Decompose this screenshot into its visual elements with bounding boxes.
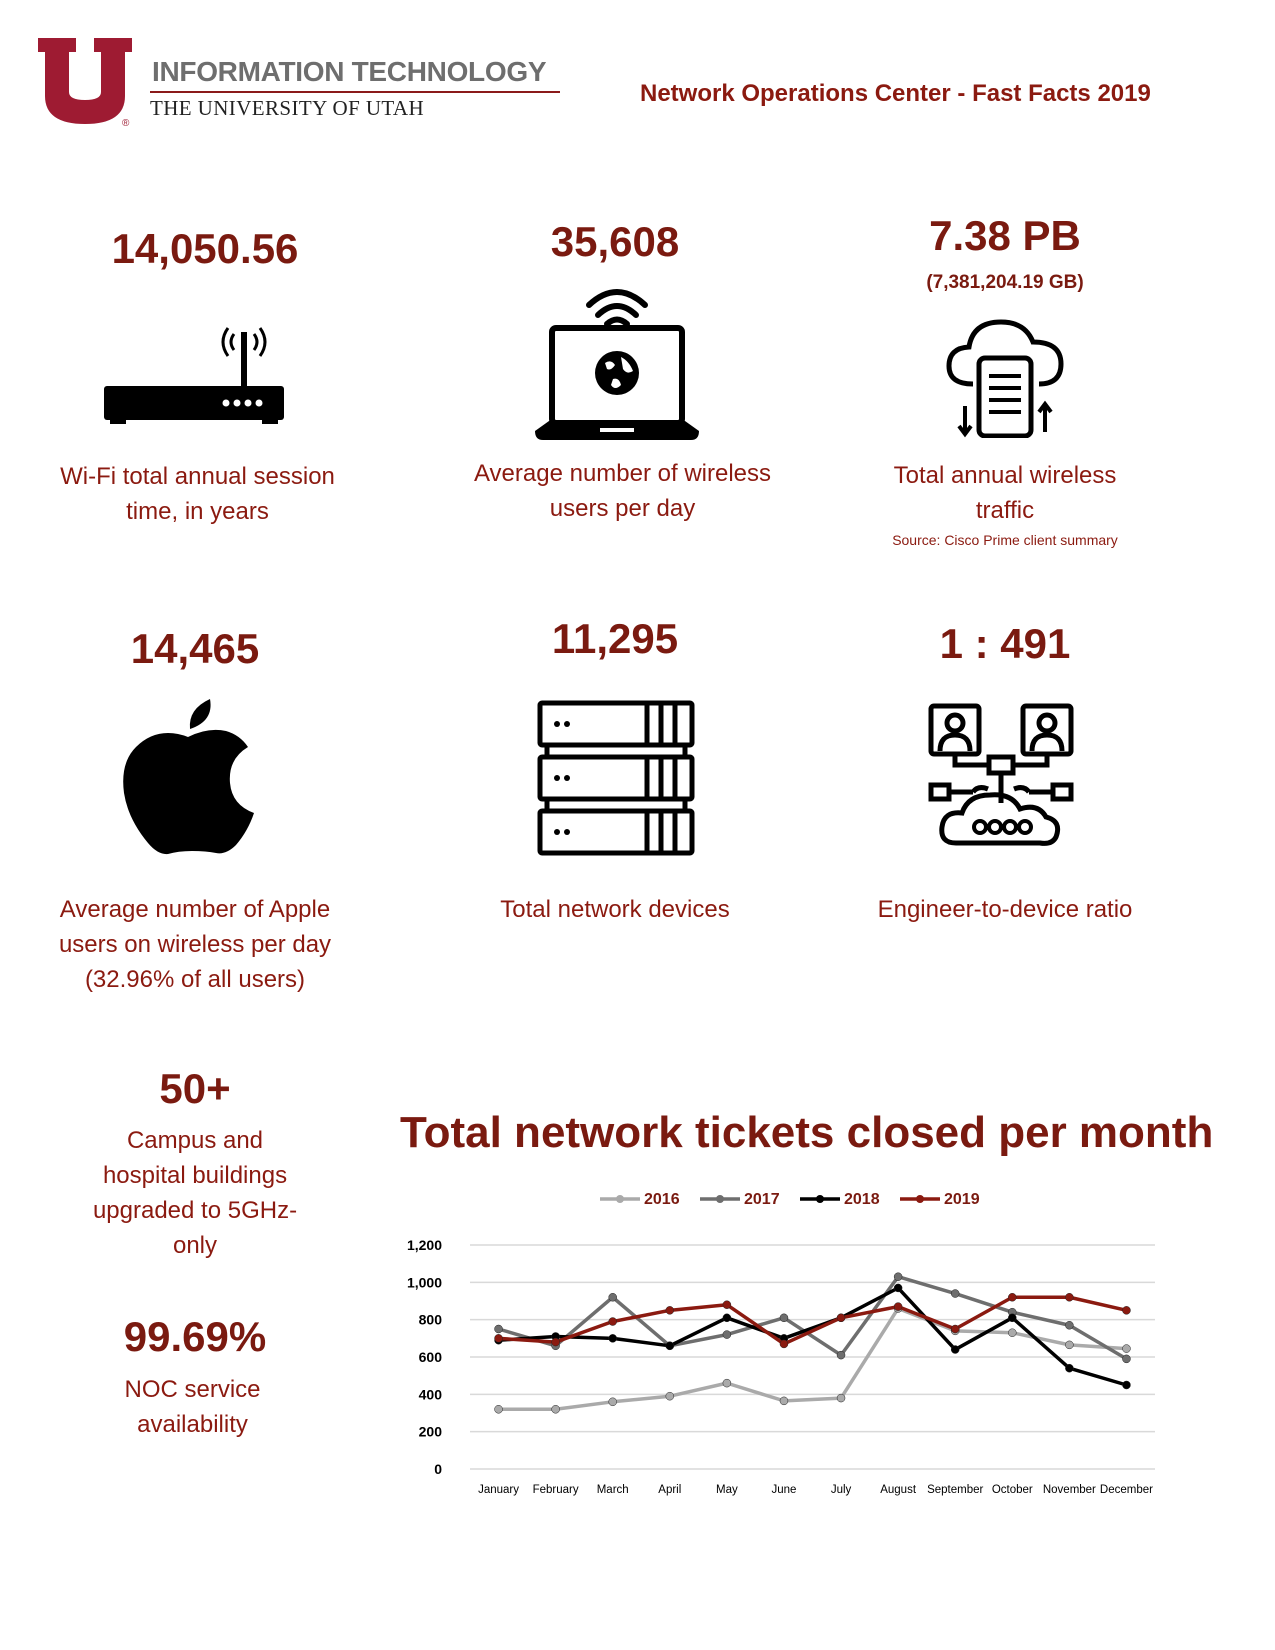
data-point-2017 xyxy=(894,1273,902,1281)
data-point-2017 xyxy=(495,1325,503,1333)
chart-title: Total network tickets closed per month xyxy=(400,1108,1214,1157)
data-point-2017 xyxy=(837,1351,845,1359)
legend-marker-2019 xyxy=(916,1195,924,1203)
registered-mark: ® xyxy=(122,118,130,129)
data-point-2019 xyxy=(1122,1306,1130,1314)
data-point-2019 xyxy=(609,1318,617,1326)
data-point-2019 xyxy=(837,1314,845,1322)
data-point-2016 xyxy=(1008,1329,1016,1337)
data-point-2018 xyxy=(951,1346,959,1354)
chart-legend xyxy=(600,1191,980,1208)
data-point-2018 xyxy=(723,1314,731,1322)
data-point-2017 xyxy=(723,1331,731,1339)
x-tick-label: June xyxy=(771,1484,797,1496)
y-tick-label: 1,000 xyxy=(406,1274,442,1291)
y-tick-label: 600 xyxy=(418,1349,442,1365)
legend-marker-2016 xyxy=(616,1195,624,1203)
wireless-traffic-gb: (7,381,204.19 GB) xyxy=(926,272,1084,293)
series-line-2017 xyxy=(499,1277,1127,1359)
wireless-traffic-value: 7.38 PB xyxy=(929,212,1081,259)
chart-x-axis xyxy=(478,1484,1153,1496)
availability-caption: NOC service availability xyxy=(124,1376,261,1438)
data-point-2019 xyxy=(1065,1293,1073,1301)
wifi-time-value: 14,050.56 xyxy=(111,225,299,272)
data-point-2017 xyxy=(1122,1355,1130,1363)
chart-gridlines xyxy=(470,1245,1155,1469)
data-point-2019 xyxy=(951,1325,959,1333)
data-point-2018 xyxy=(894,1284,902,1292)
wireless-users-value: 35,608 xyxy=(550,218,680,265)
legend-label-2019: 2019 xyxy=(944,1191,980,1208)
data-point-2017 xyxy=(609,1293,617,1301)
network-devices-value: 11,295 xyxy=(551,615,679,662)
network-devices-caption: Total network devices xyxy=(500,896,730,923)
x-tick-label: November xyxy=(1042,1484,1096,1496)
data-point-2019 xyxy=(552,1338,560,1346)
data-point-2016 xyxy=(780,1397,788,1405)
data-point-2019 xyxy=(666,1306,674,1314)
y-tick-label: 800 xyxy=(418,1311,442,1328)
data-point-2016 xyxy=(1122,1345,1130,1353)
data-point-2016 xyxy=(495,1405,503,1413)
page-title: Network Operations Center - Fast Facts 2019 xyxy=(640,80,1151,107)
buildings-caption: Campus and hospital buildings upgraded to 5GHz-only xyxy=(92,1127,298,1259)
data-point-2019 xyxy=(780,1340,788,1348)
buildings-value: 50+ xyxy=(159,1065,231,1112)
data-point-2018 xyxy=(1122,1381,1130,1389)
x-tick-label: January xyxy=(478,1484,520,1496)
y-tick-label: 400 xyxy=(418,1386,442,1403)
data-point-2016 xyxy=(666,1392,674,1400)
data-point-2016 xyxy=(1065,1341,1073,1349)
wireless-users-caption: Average number of wireless users per day xyxy=(473,460,772,522)
data-point-2019 xyxy=(723,1301,731,1309)
chart-y-axis xyxy=(407,1237,442,1477)
legend-label-2018: 2018 xyxy=(844,1191,880,1208)
availability-value: 99.69% xyxy=(123,1313,267,1360)
legend-label-2017: 2017 xyxy=(744,1191,780,1208)
engineer-ratio-caption: Engineer-to-device ratio xyxy=(877,896,1133,923)
wireless-traffic-caption: Total annual wireless traffic xyxy=(893,462,1117,524)
y-tick-label: 0 xyxy=(434,1461,442,1477)
data-point-2018 xyxy=(666,1342,674,1350)
data-point-2017 xyxy=(951,1290,959,1298)
wifi-time-caption: Wi-Fi total annual session time, in years xyxy=(60,463,335,525)
x-tick-label: February xyxy=(532,1484,579,1496)
x-tick-label: March xyxy=(596,1484,629,1496)
x-tick-label: August xyxy=(880,1484,917,1496)
legend-marker-2018 xyxy=(816,1195,824,1203)
y-tick-label: 200 xyxy=(418,1423,442,1440)
data-point-2019 xyxy=(894,1303,902,1311)
data-point-2018 xyxy=(609,1334,617,1342)
data-point-2019 xyxy=(495,1334,503,1342)
x-tick-label: October xyxy=(991,1484,1033,1496)
apple-users-value: 14,465 xyxy=(130,625,260,672)
wireless-traffic-source: Source: Cisco Prime client summary xyxy=(892,532,1118,548)
data-point-2016 xyxy=(609,1398,617,1406)
data-point-2017 xyxy=(1065,1321,1073,1329)
data-point-2019 xyxy=(1008,1293,1016,1301)
apple-users-caption: Average number of Apple users on wireless per day (32.96% of all users) xyxy=(58,896,332,993)
legend-label-2016: 2016 xyxy=(644,1191,680,1208)
data-point-2018 xyxy=(1008,1314,1016,1322)
x-tick-label: December xyxy=(1099,1484,1153,1496)
x-tick-label: September xyxy=(927,1484,984,1496)
x-tick-label: July xyxy=(830,1484,852,1496)
data-point-2016 xyxy=(552,1405,560,1413)
engineer-ratio-value: 1 : 491 xyxy=(939,620,1071,667)
legend-marker-2017 xyxy=(716,1195,724,1203)
chart-series xyxy=(495,1273,1131,1414)
x-tick-label: April xyxy=(658,1484,682,1496)
y-tick-label: 1,200 xyxy=(406,1237,442,1253)
x-tick-label: May xyxy=(716,1484,738,1496)
data-point-2017 xyxy=(780,1314,788,1322)
data-point-2016 xyxy=(837,1394,845,1402)
logo-title: INFORMATION TECHNOLOGY xyxy=(152,56,547,87)
data-point-2018 xyxy=(1065,1364,1073,1372)
logo-subtitle: THE UNIVERSITY OF UTAH xyxy=(150,96,425,120)
data-point-2016 xyxy=(723,1379,731,1387)
